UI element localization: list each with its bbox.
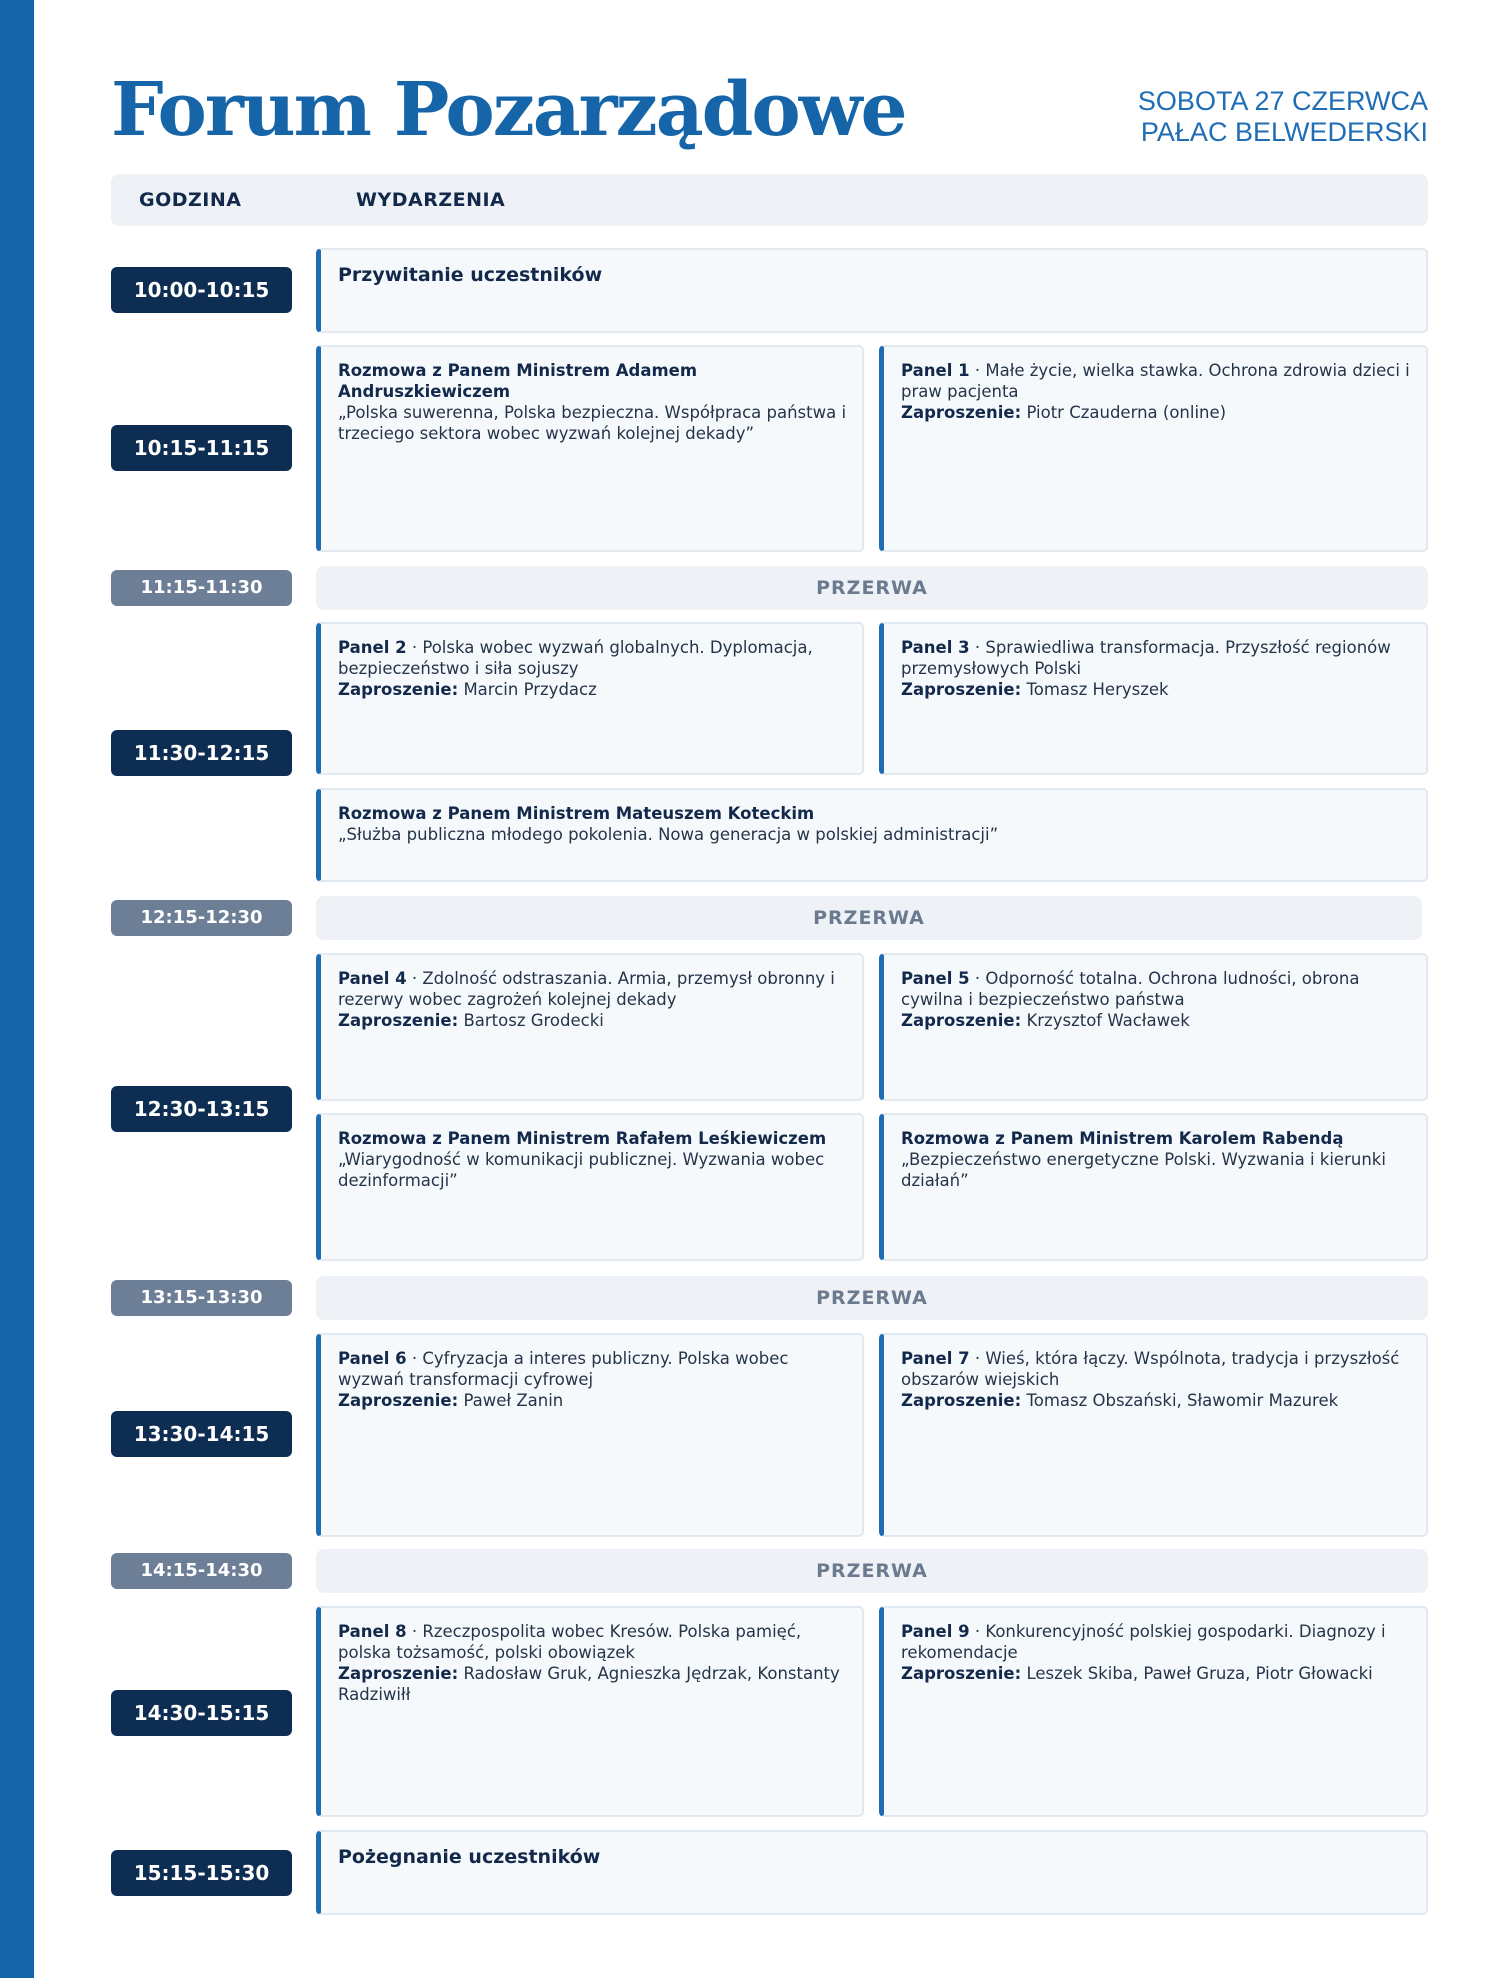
- invited-label: Zaproszenie:: [901, 680, 1022, 699]
- time-badge: 11:30-12:15: [111, 730, 292, 776]
- panel-label: Panel 6: [338, 1349, 407, 1368]
- invited-guests: Bartosz Grodecki: [458, 1011, 604, 1030]
- panel-topic: · Cyfryzacja a interes publiczny. Polska wobec wyzwań transformacji cyfrowej: [338, 1349, 789, 1389]
- event-card-conversation[interactable]: [316, 788, 1428, 882]
- invited-label: Zaproszenie:: [338, 680, 459, 699]
- time-badge: 13:30-14:15: [111, 1411, 292, 1457]
- panel-label: Panel 9: [901, 1622, 970, 1641]
- event-meta: [1138, 86, 1428, 148]
- event-date: SOBOTA 27 CZERWCA: [1137, 86, 1428, 116]
- event-description: „Wiarygodność w komunikacji publicznej. Wyzwania wobec dezinformacji”: [338, 1150, 825, 1190]
- invited-guests: Paweł Zanin: [458, 1391, 564, 1410]
- event-card-panel[interactable]: [316, 1333, 864, 1537]
- invited-label: Zaproszenie:: [901, 1011, 1022, 1030]
- event-card-panel[interactable]: [879, 1606, 1428, 1817]
- invited-label: Zaproszenie:: [338, 1664, 459, 1683]
- event-card-panel[interactable]: [879, 622, 1428, 775]
- break-time-badge: 13:15-13:30: [111, 1280, 292, 1316]
- event-card-conversation[interactable]: [316, 1113, 864, 1261]
- event-card-panel[interactable]: [316, 622, 864, 775]
- panel-topic: · Odporność totalna. Ochrona ludności, obrona cywilna i bezpieczeństwo państwa: [901, 969, 1360, 1009]
- invited-guests: Marcin Przydacz: [458, 680, 597, 699]
- panel-topic: · Sprawiedliwa transformacja. Przyszłość regionów przemysłowych Polski: [901, 638, 1391, 678]
- event-title: Przywitanie uczestników: [338, 264, 603, 286]
- event-card-panel[interactable]: [316, 1606, 864, 1817]
- invited-label: Zaproszenie:: [901, 403, 1022, 422]
- event-title: Rozmowa z Panem Ministrem Mateuszem Koteckim: [338, 804, 815, 823]
- panel-label: Panel 8: [338, 1622, 407, 1641]
- panel-label: Panel 1: [901, 361, 970, 380]
- event-title: Rozmowa z Panem Ministrem Adamem Andruszkiewiczem: [338, 361, 698, 401]
- invited-guests: Radosław Gruk, Agnieszka Jędrzak, Konstanty Radziwiłł: [338, 1664, 840, 1704]
- break-bar: PRZERWA: [316, 566, 1428, 610]
- event-card-panel[interactable]: [879, 345, 1428, 552]
- panel-topic: · Małe życie, wielka stawka. Ochrona zdrowia dzieci i praw pacjenta: [901, 361, 1410, 401]
- break-bar: PRZERWA: [316, 1549, 1428, 1593]
- break-bar: PRZERWA: [316, 1276, 1428, 1320]
- column-time-header: GODZINA: [139, 189, 242, 211]
- time-badge: 14:30-15:15: [111, 1690, 292, 1736]
- panel-topic: · Rzeczpospolita wobec Kresów. Polska pamięć, polska tożsamość, polski obowiązek: [338, 1622, 802, 1662]
- event-card-farewell[interactable]: [316, 1830, 1428, 1915]
- event-card-welcome[interactable]: [316, 248, 1428, 333]
- panel-topic: · Zdolność odstraszania. Armia, przemysł obronny i rezerwy wobec zagrożeń kolejnej dekady: [338, 969, 835, 1009]
- event-description: „Polska suwerenna, Polska bezpieczna. Współpraca państwa i trzeciego sektora wobec wyzwań kolejnej dekady”: [338, 403, 847, 443]
- invited-label: Zaproszenie:: [901, 1664, 1022, 1683]
- event-venue: PAŁAC BELWEDERSKI: [1140, 117, 1428, 147]
- panel-label: Panel 7: [901, 1349, 970, 1368]
- invited-label: Zaproszenie:: [338, 1011, 459, 1030]
- invited-label: Zaproszenie:: [338, 1391, 459, 1410]
- left-accent-bar: [0, 0, 34, 1978]
- panel-label: Panel 2: [338, 638, 407, 657]
- time-badge: 12:30-13:15: [111, 1086, 292, 1132]
- panel-topic: · Polska wobec wyzwań globalnych. Dyplomacja, bezpieczeństwo i siła sojuszy: [338, 638, 813, 678]
- time-badge: 15:15-15:30: [111, 1850, 292, 1896]
- invited-guests: Leszek Skiba, Paweł Gruza, Piotr Głowacki: [1021, 1664, 1373, 1683]
- event-card-conversation[interactable]: [316, 345, 864, 552]
- invited-guests: Tomasz Heryszek: [1021, 680, 1169, 699]
- event-description: „Służba publiczna młodego pokolenia. Nowa generacja w polskiej administracji”: [338, 825, 999, 844]
- panel-topic: · Konkurencyjność polskiej gospodarki. Diagnozy i rekomendacje: [901, 1622, 1386, 1662]
- event-card-conversation[interactable]: [879, 1113, 1428, 1261]
- panel-topic: · Wieś, która łączy. Wspólnota, tradycja i przyszłość obszarów wiejskich: [901, 1349, 1400, 1389]
- event-title: Rozmowa z Panem Ministrem Karolem Rabendą: [901, 1129, 1344, 1148]
- invited-guests: Krzysztof Wacławek: [1021, 1011, 1190, 1030]
- time-badge: 10:00-10:15: [111, 267, 292, 313]
- schedule-header: [111, 174, 1428, 226]
- time-badge: 10:15-11:15: [111, 425, 292, 471]
- break-time-badge: 12:15-12:30: [111, 900, 292, 936]
- event-card-panel[interactable]: [316, 953, 864, 1101]
- panel-label: Panel 4: [338, 969, 407, 988]
- invited-label: Zaproszenie:: [901, 1391, 1022, 1410]
- column-events-header: WYDARZENIA: [356, 189, 506, 211]
- invited-guests: Piotr Czauderna (online): [1021, 403, 1227, 422]
- page-title: Forum Pozarządowe: [111, 67, 906, 153]
- break-bar: PRZERWA: [316, 896, 1422, 940]
- break-time-badge: 11:15-11:30: [111, 570, 292, 606]
- event-card-panel[interactable]: [879, 953, 1428, 1101]
- event-title: Rozmowa z Panem Ministrem Rafałem Leśkiewiczem: [338, 1129, 827, 1148]
- panel-label: Panel 3: [901, 638, 970, 657]
- invited-guests: Tomasz Obszański, Sławomir Mazurek: [1021, 1391, 1339, 1410]
- event-title: Pożegnanie uczestników: [338, 1846, 601, 1868]
- event-card-panel[interactable]: [879, 1333, 1428, 1537]
- event-description: „Bezpieczeństwo energetyczne Polski. Wyzwania i kierunki działań”: [901, 1150, 1386, 1190]
- panel-label: Panel 5: [901, 969, 970, 988]
- break-time-badge: 14:15-14:30: [111, 1553, 292, 1589]
